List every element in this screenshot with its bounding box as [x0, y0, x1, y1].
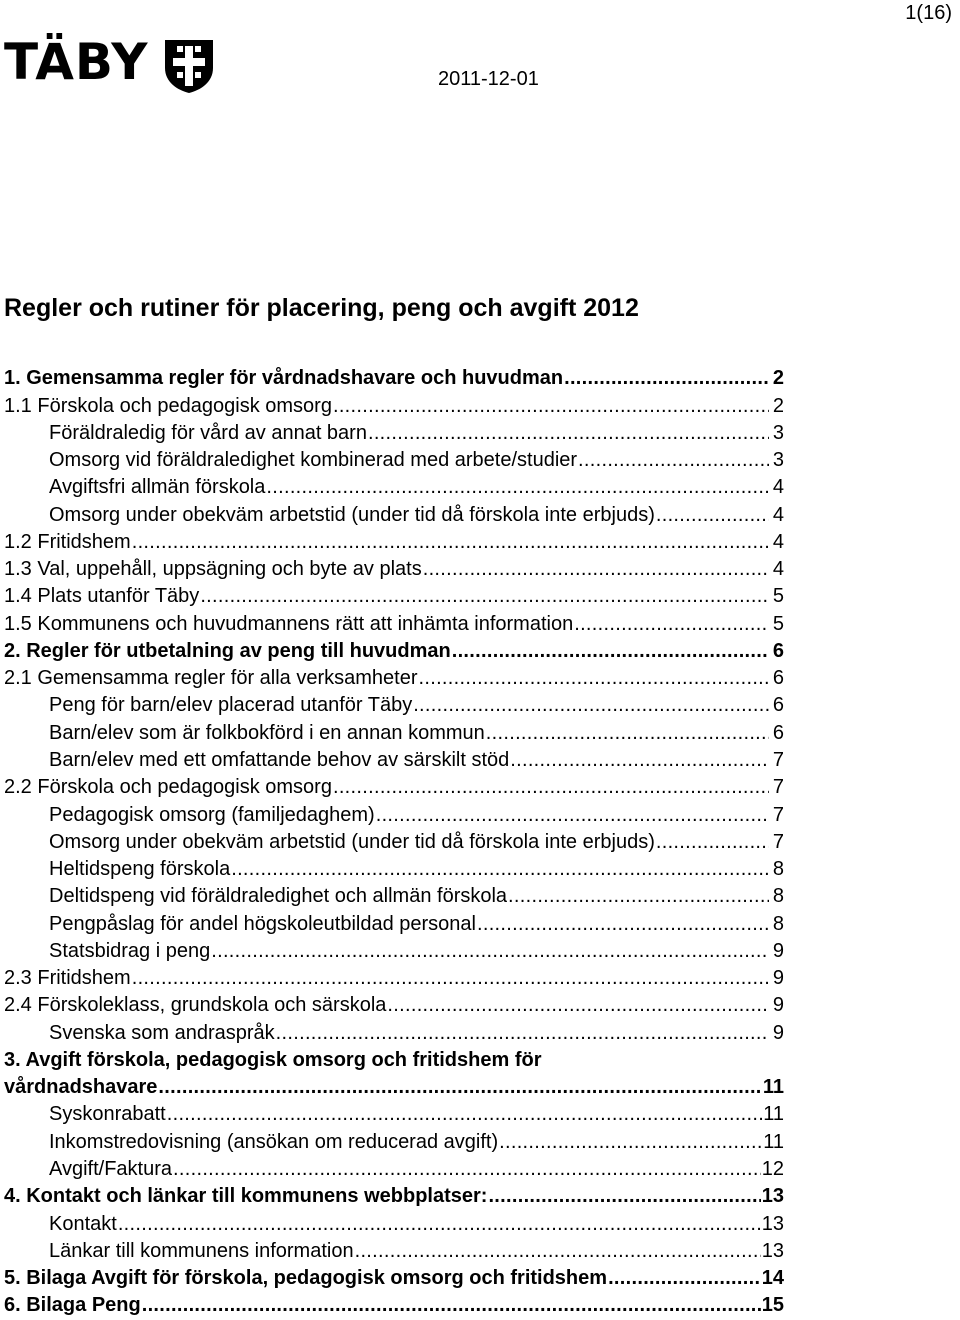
toc-entry[interactable]	[4, 881, 784, 908]
toc-page-number: 6	[772, 639, 784, 662]
toc-entry[interactable]	[4, 363, 784, 390]
toc-page-number: 14	[761, 1267, 784, 1290]
toc-page-number: 4	[772, 476, 784, 499]
toc-dot-leader	[413, 693, 769, 717]
toc-dot-leader	[266, 475, 769, 499]
toc-entry-title: Avgiftsfri allmän förskola	[49, 476, 266, 499]
toc-entry-title: 3. Avgift förskola, pedagogisk omsorg och fritidshem för	[4, 1048, 542, 1071]
toc-entry-title: 1.5 Kommunens och huvudmannens rätt att inhämta information	[4, 612, 574, 635]
toc-entry-title: Barn/elev som är folkbokförd i en annan kommun	[49, 721, 485, 744]
toc-page-number: 9	[772, 1021, 784, 1044]
toc-dot-leader	[276, 1021, 769, 1045]
toc-entry[interactable]	[4, 390, 784, 417]
toc-page-number: 2	[772, 394, 784, 417]
toc-entry-title: 1. Gemensamma regler för vårdnadshavare och huvudman	[4, 367, 564, 390]
toc-entry-title: Pengpåslag för andel högskoleutbildad personal	[49, 912, 476, 935]
toc-page-number: 11	[763, 1103, 784, 1126]
toc-entry[interactable]	[4, 1236, 784, 1263]
toc-page-number: 9	[772, 967, 784, 990]
toc-dot-leader	[355, 1239, 761, 1263]
toc-entry[interactable]	[4, 854, 784, 881]
toc-dot-leader	[452, 639, 769, 663]
toc-dot-leader	[477, 912, 769, 936]
toc-entry-title: 1.1 Förskola och pedagogisk omsorg	[4, 394, 332, 417]
toc-page-number: 6	[772, 667, 784, 690]
toc-dot-leader	[486, 721, 769, 745]
toc-dot-leader	[132, 966, 769, 990]
toc-entry-title: Statsbidrag i peng	[49, 939, 211, 962]
toc-dot-leader	[574, 612, 769, 636]
toc-entry[interactable]	[4, 608, 784, 635]
toc-page-number: 11	[762, 1076, 784, 1099]
toc-entry[interactable]	[4, 554, 784, 581]
toc-page-number: 8	[772, 912, 784, 935]
toc-dot-leader	[333, 394, 769, 418]
toc-dot-leader	[578, 448, 769, 472]
toc-entry-title: Omsorg vid föräldraledighet kombinerad med arbete/studier	[49, 449, 578, 472]
toc-dot-leader	[132, 530, 769, 554]
toc-page-number: 9	[772, 994, 784, 1017]
toc-entry[interactable]	[4, 936, 784, 963]
toc-entry-title: Pedagogisk omsorg (familjedaghem)	[49, 803, 375, 826]
toc-page-number: 7	[772, 748, 784, 771]
toc-dot-leader	[387, 993, 769, 1017]
toc-page-number: 8	[772, 885, 784, 908]
toc-dot-leader	[419, 666, 770, 690]
toc-dot-leader	[510, 748, 769, 772]
toc-entry-title: 1.2 Fritidshem	[4, 530, 131, 553]
toc-page-number: 9	[772, 939, 784, 962]
toc-entry-title: 6. Bilaga Peng	[4, 1294, 141, 1317]
toc-entry[interactable]	[4, 990, 784, 1017]
toc-page-number: 4	[772, 503, 784, 526]
toc-entry-title: Omsorg under obekväm arbetstid (under tid då förskola inte erbjuds)	[49, 503, 655, 526]
toc-page-number: 5	[772, 612, 784, 635]
toc-entry[interactable]	[4, 1045, 784, 1072]
taby-logo	[4, 33, 215, 94]
toc-dot-leader	[211, 939, 769, 963]
document-date: 2011-12-01	[438, 68, 539, 90]
toc-page-number: 6	[772, 721, 784, 744]
toc-entry[interactable]	[4, 1099, 784, 1126]
toc-entry[interactable]	[4, 418, 784, 445]
toc-entry-title: 1.3 Val, uppehåll, uppsägning och byte av plats	[4, 558, 422, 581]
toc-page-number: 2	[772, 367, 784, 390]
taby-crest-icon	[163, 38, 215, 94]
toc-page-number: 6	[772, 694, 784, 717]
toc-entry[interactable]	[4, 472, 784, 499]
toc-entry-title: Heltidspeng förskola	[49, 858, 231, 881]
toc-page-number: 13	[761, 1239, 784, 1262]
toc-page-number: 11	[763, 1130, 784, 1153]
toc-entry-title: 1.4 Plats utanför Täby	[4, 585, 200, 608]
toc-dot-leader	[200, 584, 769, 608]
toc-dot-leader	[656, 503, 769, 527]
toc-entry-title: Föräldraledig för vård av annat barn	[49, 421, 367, 444]
toc-entry[interactable]	[4, 1017, 784, 1044]
toc-entry[interactable]	[4, 1208, 784, 1235]
toc-dot-leader	[608, 1266, 761, 1290]
toc-entry-title: Syskonrabatt	[49, 1103, 166, 1126]
toc-page-number: 8	[772, 858, 784, 881]
toc-entry-title: 4. Kontakt och länkar till kommunens webbplatser:	[4, 1185, 488, 1208]
toc-entry[interactable]	[4, 1290, 784, 1317]
toc-page-number: 4	[772, 530, 784, 553]
toc-entry[interactable]	[4, 581, 784, 608]
toc-entry-title: Omsorg under obekväm arbetstid (under tid då förskola inte erbjuds)	[49, 830, 655, 853]
toc-entry-title: 2.3 Fritidshem	[4, 967, 131, 990]
toc-entry[interactable]	[4, 1154, 784, 1181]
toc-entry[interactable]	[4, 799, 784, 826]
toc-entry[interactable]	[4, 717, 784, 744]
toc-entry[interactable]	[4, 663, 784, 690]
toc-dot-leader	[423, 557, 769, 581]
toc-page-number: 7	[772, 776, 784, 799]
toc-dot-leader	[158, 1075, 761, 1099]
toc-page-number: 7	[772, 830, 784, 853]
toc-entry-title: 5. Bilaga Avgift för förskola, pedagogisk omsorg och fritidshem	[4, 1267, 608, 1290]
toc-page-number: 4	[772, 558, 784, 581]
toc-dot-leader	[231, 857, 769, 881]
toc-entry-title: vårdnadshavare	[4, 1076, 158, 1099]
toc-entry[interactable]	[4, 963, 784, 990]
toc-dot-leader	[167, 1102, 763, 1126]
toc-dot-leader	[564, 366, 769, 390]
toc-dot-leader	[656, 830, 769, 854]
toc-page-number: 13	[761, 1212, 784, 1235]
toc-dot-leader	[499, 1130, 762, 1154]
toc-entry-title: Svenska som andraspråk	[49, 1021, 275, 1044]
toc-dot-leader	[333, 775, 769, 799]
page-number: 1(16)	[905, 2, 952, 24]
toc-entry-title: 2. Regler för utbetalning av peng till huvudman	[4, 639, 451, 662]
page-title: Regler och rutiner för placering, peng och avgift 2012	[4, 294, 639, 322]
toc-entry-title: Peng för barn/elev placerad utanför Täby	[49, 694, 413, 717]
toc-page-number: 12	[761, 1157, 784, 1180]
toc-entry-title: 2.2 Förskola och pedagogisk omsorg	[4, 776, 332, 799]
toc-entry-title: 2.1 Gemensamma regler för alla verksamheter	[4, 667, 418, 690]
toc-page-number: 15	[761, 1294, 784, 1317]
toc-entry[interactable]	[4, 636, 784, 663]
logo-wordmark: TÄBY	[4, 33, 149, 91]
toc-dot-leader	[173, 1157, 761, 1181]
toc-page-number: 13	[761, 1185, 784, 1208]
toc-entry-title: Avgift/Faktura	[49, 1157, 173, 1180]
toc-page-number: 3	[772, 421, 784, 444]
toc-entry[interactable]	[4, 445, 784, 472]
toc-entry[interactable]	[4, 499, 784, 526]
toc-page-number: 7	[772, 803, 784, 826]
toc-entry[interactable]	[4, 1181, 784, 1208]
toc-entry[interactable]	[4, 772, 784, 799]
toc-page-number: 3	[772, 449, 784, 472]
toc-entry-title: 2.4 Förskoleklass, grundskola och särskola	[4, 994, 387, 1017]
toc-entry[interactable]	[4, 1126, 784, 1153]
toc-entry-title: Länkar till kommunens information	[49, 1239, 354, 1262]
toc-dot-leader	[368, 421, 769, 445]
toc-entry-title: Deltidspeng vid föräldraledighet och allmän förskola	[49, 885, 508, 908]
toc-page-number: 5	[772, 585, 784, 608]
toc-entry-title: Kontakt	[49, 1212, 117, 1235]
toc-dot-leader	[118, 1212, 761, 1236]
table-of-contents	[4, 363, 784, 1317]
toc-dot-leader	[376, 803, 769, 827]
toc-entry[interactable]	[4, 1263, 784, 1290]
toc-entry[interactable]	[4, 908, 784, 935]
toc-dot-leader	[142, 1293, 761, 1317]
toc-entry[interactable]	[4, 1072, 784, 1099]
toc-entry-title: Barn/elev med ett omfattande behov av särskilt stöd	[49, 748, 510, 771]
toc-entry-title: Inkomstredovisning (ansökan om reducerad avgift)	[49, 1130, 499, 1153]
toc-entry[interactable]	[4, 690, 784, 717]
toc-entry[interactable]	[4, 827, 784, 854]
toc-entry[interactable]	[4, 745, 784, 772]
toc-dot-leader	[508, 884, 769, 908]
toc-entry[interactable]	[4, 527, 784, 554]
toc-dot-leader	[488, 1184, 760, 1208]
